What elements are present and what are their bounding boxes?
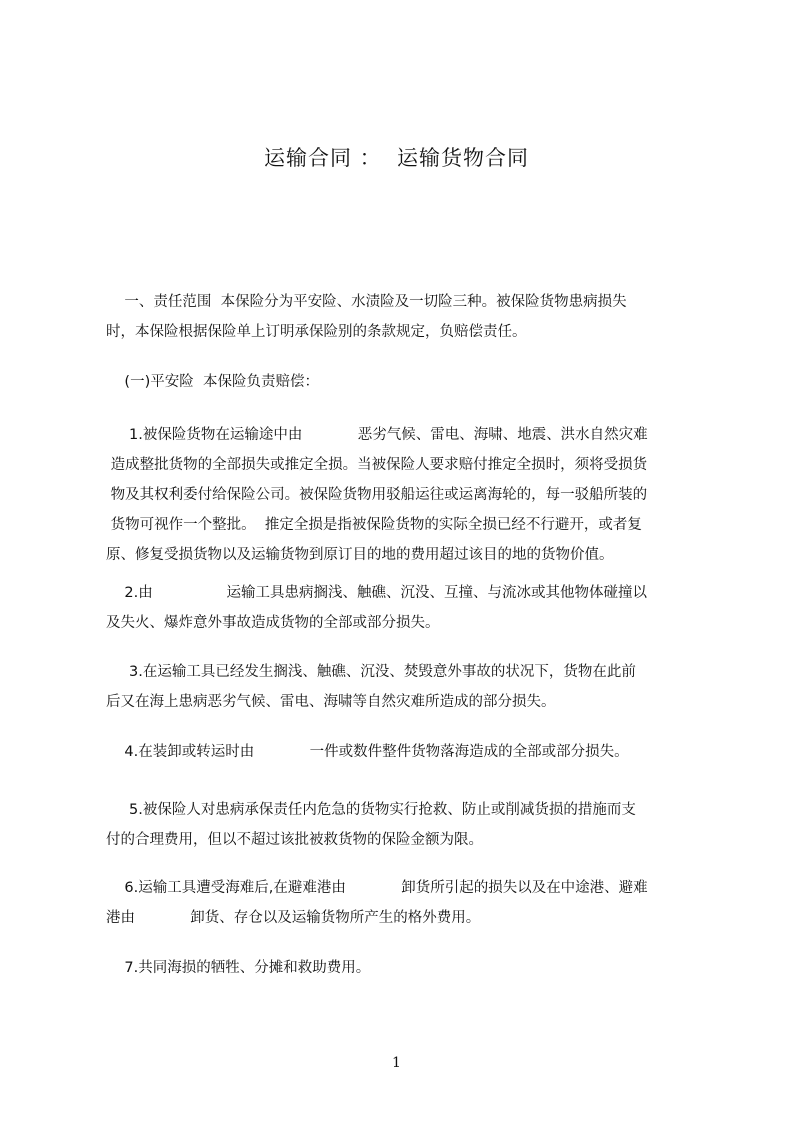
paragraph-fpa-heading bbox=[106, 367, 710, 397]
text-line: 及失火、爆炸意外事故造成货物的全部或部分损失。 bbox=[106, 615, 440, 631]
text-line: 4.在装卸或转运时由 一件或数件整件货物落海造成的全部或部分损失。 bbox=[106, 744, 629, 760]
text-line: 3.在运输工具已经发生搁浅、触礁、沉没、焚毁意外事故的状况下，货物在此前 bbox=[106, 664, 636, 680]
text-line: 港由 卸货、存仓以及运输货物所产生的格外费用。 bbox=[106, 910, 481, 926]
page-number: 1 bbox=[392, 1055, 401, 1071]
paragraph-item-5 bbox=[106, 795, 710, 855]
paragraph-item-7 bbox=[106, 953, 710, 983]
paragraph-item-1 bbox=[106, 420, 710, 570]
document-title: 运输合同 ： 运输货物合同 bbox=[263, 146, 530, 170]
text-line: 货物可视作一个整批。 推定全损是指被保险货物的实际全损已经不行避开，或者复 bbox=[106, 517, 642, 533]
text-line: 后又在海上患病恶劣气候、雷电、海啸等自然灾难所造成的部分损失。 bbox=[106, 694, 556, 710]
text-line: 物及其权利委付给保险公司。被保险货物用驳船运往或运离海轮的，每一驳船所装的 bbox=[106, 487, 648, 503]
text-line: 2.由 运输工具患病搁浅、触礁、沉没、互撞、与流冰或其他物体碰撞以 bbox=[106, 585, 648, 601]
text-line: 5.被保险人对患病承保责任内危急的货物实行抢救、防止或削减货损的措施而支 bbox=[106, 802, 636, 818]
text-line: 造成整批货物的全部损失或推定全损。当被保险人要求赔付推定全损时，须将受损货 bbox=[106, 457, 648, 473]
text-line: 1.被保险货物在运输途中由 恶劣气候、雷电、海啸、地震、洪水自然灾难 bbox=[106, 427, 648, 443]
text-line: 时，本保险根据保险单上订明承保险别的条款规定，负赔偿责任。 bbox=[106, 324, 527, 340]
paragraph-item-3 bbox=[106, 657, 710, 717]
paragraph-item-6 bbox=[106, 873, 710, 933]
text-line: 6.运输工具遭受海难后,在避难港由 卸货所引起的损失以及在中途港、避难 bbox=[106, 880, 648, 896]
paragraph-item-2 bbox=[106, 578, 710, 638]
text-line: 付的合理费用，但以不超过该批被救货物的保险金额为限。 bbox=[106, 832, 483, 848]
text-line: 原、修复受损货物以及运输货物到原订目的地的费用超过该目的地的货物价值。 bbox=[106, 547, 614, 563]
text-line: (一)平安险 本保险负责赔偿： bbox=[106, 374, 319, 390]
paragraph-item-4 bbox=[106, 737, 710, 767]
text-line: 7.共同海损的牺牲、分摊和救助费用。 bbox=[106, 960, 371, 976]
text-line: 一、责任范围 本保险分为平安险、水渍险及一切险三种。被保险货物患病损失 bbox=[106, 294, 627, 310]
paragraph-scope bbox=[106, 287, 710, 347]
